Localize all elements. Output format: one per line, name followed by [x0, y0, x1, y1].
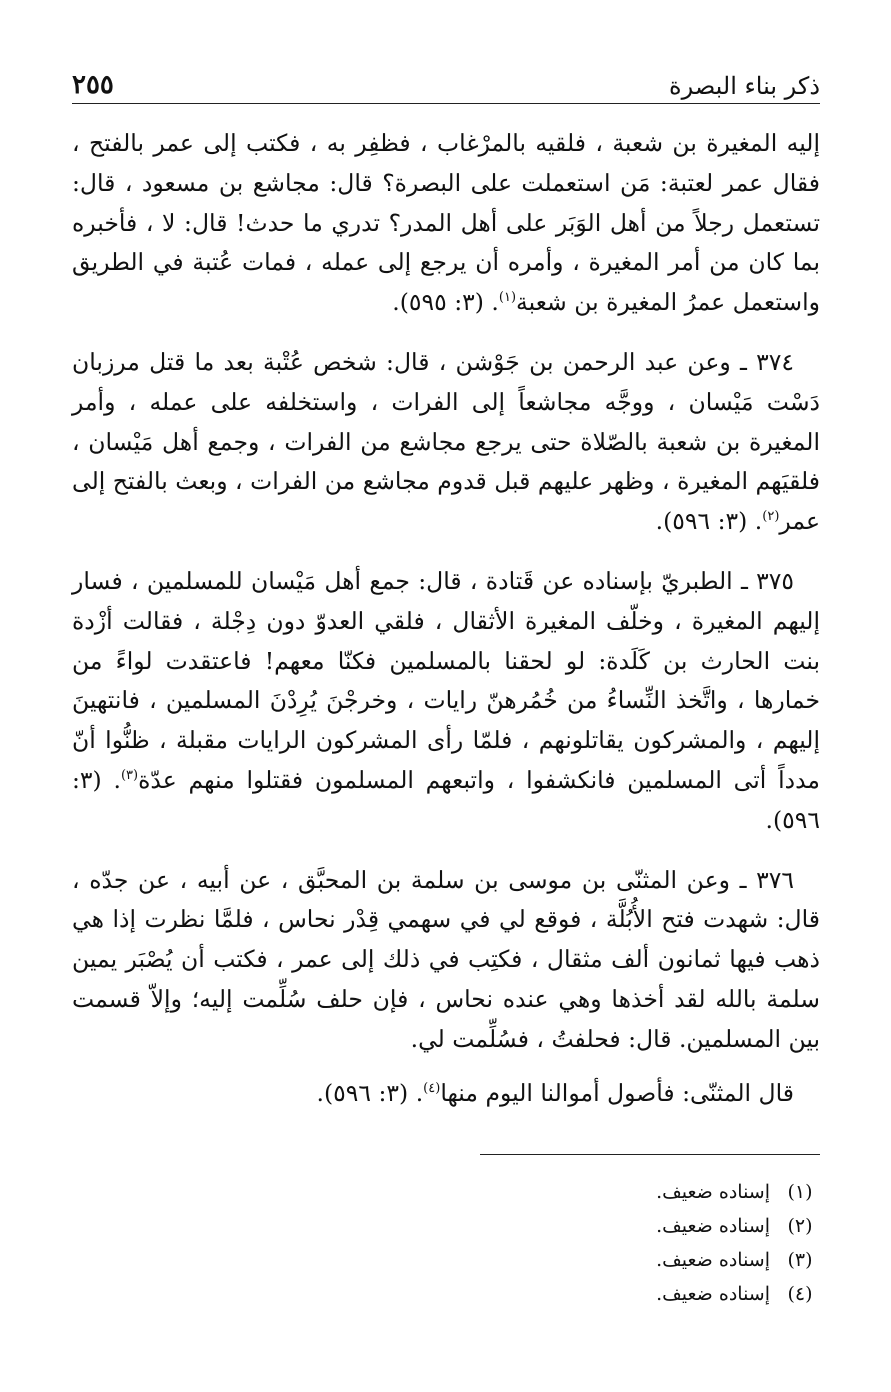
footnote-3	[72, 1243, 820, 1277]
body-text	[72, 124, 820, 1133]
paragraph-text: قال المثنّى: فأصول أموالنا اليوم منها	[440, 1078, 794, 1107]
footnote-mark: (٣)	[120, 768, 139, 784]
footnote-number: (٣)	[787, 1249, 813, 1271]
footnote-rule	[480, 1154, 820, 1155]
paragraph-376	[72, 861, 820, 1060]
footnote-2	[72, 1209, 820, 1243]
paragraph-375: ٣٧٥ ـ الطبريّ بإسناده عن قَتادة ، قال: جمع أهل مَيْسان للمسلمين ، فسار إليهم المغيرة ، وخلّف المغيرة الأثقال ، فلقي العدوّ دون دِجْلة ، فقالت أزْدة بنت الحارث بن كَلَدة: لو لحقنا بالمسلمين فكنّا معهم! فاعتقدت لواءً من خمارها ، واتَّخذ النِّساءُ من خُمُرهنّ رايات ، وخرجْنَ يُرِدْنَ المسلمين ، فانتهينَ إليهم ، والمشركون يقاتلونهم ، فلمّا رأى المشركون الرايات مقبلة ، ظنُّوا أنّ مدداً أتى المسلمين فانكشفوا ، واتبعهم المسلمون فقتلوا منهم عدّة$^{(٣)}$. (٣: ٥٩٦).	[72, 566, 820, 834]
footnote-text: إسناده ضعيف.	[656, 1181, 770, 1203]
paragraph-374: ٣٧٤ ـ وعن عبد الرحمن بن جَوْشن ، قال: شخص عُتْبة بعد ما قتل مرزبان دَسْت مَيْسان ، ووجَّه مجاشعاً إلى الفرات ، واستخلفه على عمله ، وأمر المغيرة بن شعبة بالصّلاة حتى يرجع مجاشع من الفرات ، وجمع أهل مَيْسان ، فلقيَهم المغيرة ، وظهر عليهم قبل قدوم مجاشع من الفرات ، وبعث بالفتح إلى عمر$^{(٢)}$. (٣: ٥٩٦).	[72, 347, 820, 536]
footnotes	[72, 1175, 820, 1311]
paragraph-text: إليه المغيرة بن شعبة ، فلقيه بالمرْغاب ، فظفِر به ، فكتب إلى عمر بالفتح ، فقال عمر لعتبة: مَن استعملت على البصرة؟ قال: مجاشع بن مسعود ، قال: تستعمل رجلاً من أهل الوَبَر على أهل المدر؟ تدري ما حدث! قال: لا ، فأخبره بما كان من أمر المغيرة ، وأمره أن يرجع إلى عمله ، فمات عُتبة في الطريق واستعمل عمرُ المغيرة بن شعبة	[72, 129, 820, 317]
paragraph-text: ٣٧٦ ـ وعن المثنّى بن موسى بن سلمة بن المحبَّق ، عن أبيه ، عن جدّه ، قال: شهدت فتح الأُبُلَّة ، فوقع لي في سهمي قِدْر نحاس ، فلمَّا نظرت إذا هي ذهب فيها ثمانون ألف مثقال ، فكتِب في ذلك إلى عمر ، فكتب أن يُصْبَر يمين سلمة بالله لقد أخذها وهي عنده نحاس ، فإن حلف سُلِّمت إليه؛ وإلاّ قسمت بين المسلمين. قال: فحلفتُ ، فسُلِّمت لي.	[72, 865, 820, 1053]
source-reference: (٣: ٥٩٥).	[392, 288, 484, 317]
header-rule	[72, 103, 820, 104]
running-title: ذكر بناء البصرة	[669, 72, 820, 100]
footnote-1	[72, 1175, 820, 1209]
source-reference: (٣: ٥٩٦).	[72, 765, 820, 834]
footnote-text: إسناده ضعيف.	[656, 1249, 770, 1271]
paragraph-text: ٣٧٤ ـ وعن عبد الرحمن بن جَوْشن ، قال: شخص عُتْبة بعد ما قتل مرزبان دَسْت مَيْسان ، ووجَّه مجاشعاً إلى الفرات ، واستخلفه على عمله ، وأمر المغيرة بن شعبة بالصّلاة حتى يرجع مجاشع من الفرات ، وجمع أهل مَيْسان ، فلقيَهم المغيرة ، وظهر عليهم قبل قدوم مجاشع من الفرات ، وبعث بالفتح إلى عمر	[72, 347, 820, 536]
page-header	[72, 60, 820, 100]
source-reference: (٣: ٥٩٦).	[655, 507, 748, 536]
footnote-mark: (٤)	[423, 1080, 441, 1096]
footnote-number: (٢)	[787, 1215, 813, 1237]
paragraph-376-continuation: قال المثنّى: فأصول أموالنا اليوم منها$^{(٤)}$. (٣: ٥٩٦).	[316, 1078, 794, 1107]
footnote-mark: (٢)	[762, 509, 780, 525]
footnote-text: إسناده ضعيف.	[656, 1283, 770, 1305]
paragraph-text: ٣٧٥ ـ الطبريّ بإسناده عن قَتادة ، قال: جمع أهل مَيْسان للمسلمين ، فسار إليهم المغيرة ، وخلّف المغيرة الأثقال ، فلقي العدوّ دون دِجْلة ، فقالت أزْدة بنت الحارث بن كَلَدة: لو لحقنا بالمسلمين فكنّا معهم! فاعتقدت لواءً من خمارها ، واتَّخذ النِّساءُ من خُمُرهنّ رايات ، وخرجْنَ يُرِدْنَ المسلمين ، فانتهينَ إليهم ، والمشركون يقاتلونهم ، فلمّا رأى المشركون الرايات مقبلة ، ظنُّوا أنّ مدداً أتى المسلمين فانكشفوا ، واتبعهم المسلمون فقتلوا منهم عدّة	[72, 566, 820, 794]
source-reference: (٣: ٥٩٦).	[316, 1078, 409, 1107]
page-number: ٢٥٥	[72, 70, 114, 100]
footnote-text: إسناده ضعيف.	[656, 1215, 770, 1237]
footnote-number: (٤)	[787, 1283, 813, 1305]
footnote-number: (١)	[787, 1181, 813, 1203]
paragraph-1: إليه المغيرة بن شعبة ، فلقيه بالمرْغاب ، فظفِر به ، فكتب إلى عمر بالفتح ، فقال عمر لعتبة: مَن استعملت على البصرة؟ قال: مجاشع بن مسعود ، قال: تستعمل رجلاً من أهل الوَبَر على أهل المدر؟ تدري ما حدث! قال: لا ، فأخبره بما كان من أمر المغيرة ، وأمره أن يرجع إلى عمله ، فمات عُتبة في الطريق واستعمل عمرُ المغيرة بن شعبة$^{(١)}$. (٣: ٥٩٥).	[72, 129, 820, 317]
footnote-4	[72, 1277, 820, 1311]
footnote-mark: (١)	[498, 290, 517, 306]
